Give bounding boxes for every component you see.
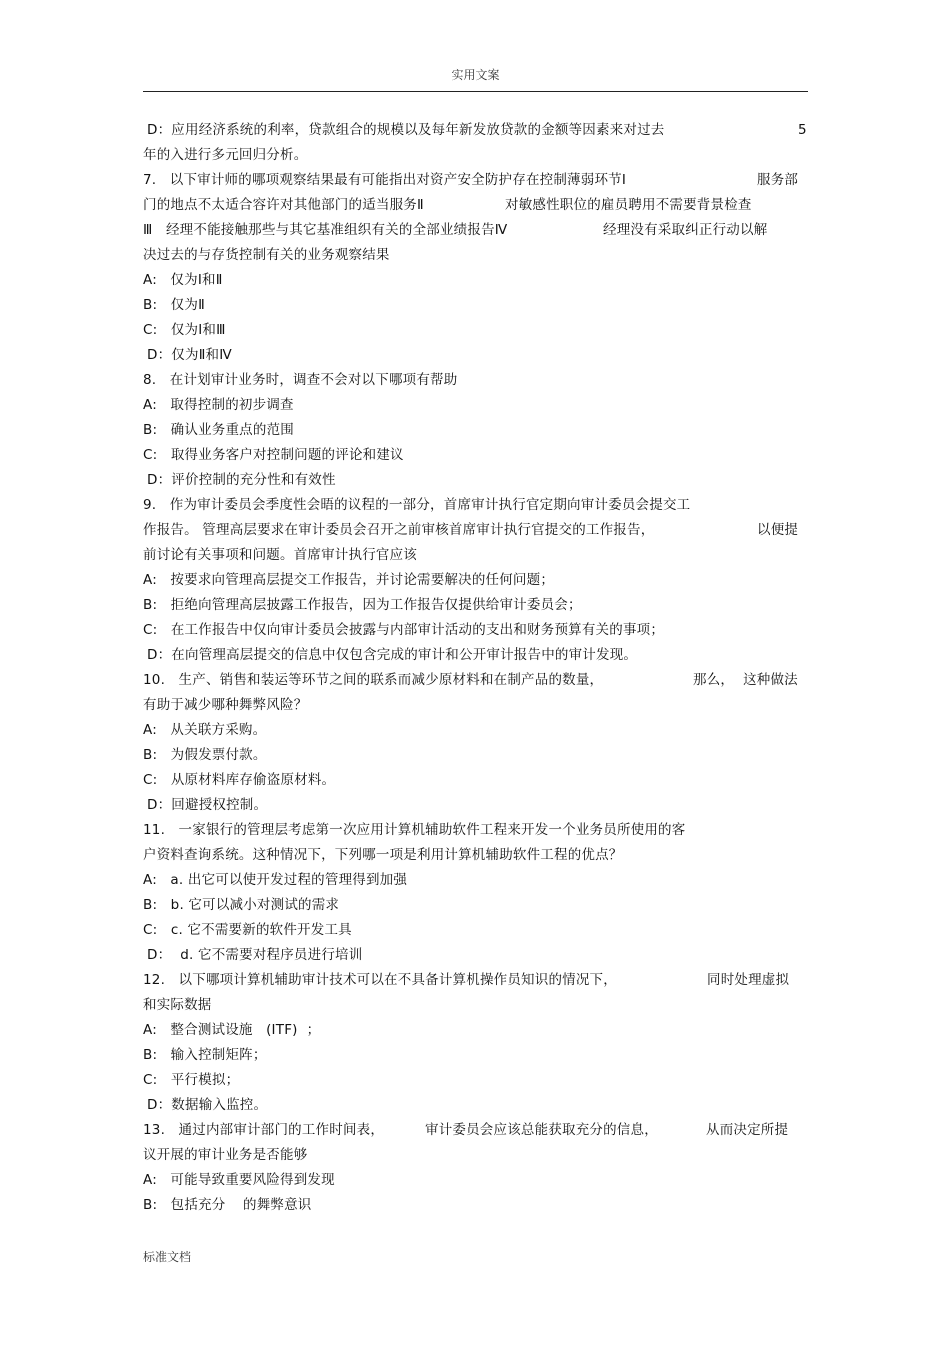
text-line [0, 596, 950, 614]
text-segment: 决过去的与存货控制有关的业务观察结果 [143, 247, 390, 263]
text-line [0, 121, 950, 139]
text-line [0, 571, 950, 589]
text-segment: A: 按要求向管理高层提交工作报告，并讨论需要解决的任何问题； [143, 572, 555, 588]
text-line [0, 396, 950, 414]
text-segment: A: 从关联方采购。 [143, 722, 267, 738]
text-segment: B: 拒绝向管理高层披露工作报告，因为工作报告仅提供给审计委员会； [143, 597, 582, 613]
text-segment: 对敏感性职位的雇员聘用不需要背景检查 [505, 197, 752, 213]
text-segment: C: 取得业务客户对控制问题的评论和建议 [143, 447, 404, 463]
text-line [0, 296, 950, 314]
header-rule [143, 91, 808, 92]
text-line [0, 446, 950, 464]
text-line [0, 721, 950, 739]
text-line [0, 1121, 950, 1139]
text-segment: D： d. 它不需要对程序员进行培训 [147, 947, 363, 963]
text-segment: 9. 作为审计委员会季度性会晤的议程的一部分，首席审计执行官定期向审计委员会提交工 [143, 497, 691, 513]
text-segment: C: 从原材料库存偷盗原材料。 [143, 772, 336, 788]
text-segment: 议开展的审计业务是否能够 [143, 1147, 308, 1163]
text-line [0, 821, 950, 839]
text-line [0, 271, 950, 289]
text-line [0, 196, 950, 214]
text-segment: B: 输入控制矩阵； [143, 1047, 267, 1063]
text-segment: 和实际数据 [143, 997, 212, 1013]
text-line [0, 546, 950, 564]
text-line [0, 496, 950, 514]
text-segment: D：应用经济系统的利率，贷款组合的规模以及每年新发放贷款的金额等因素来对过去 [147, 122, 665, 138]
text-segment: 8. 在计划审计业务时，调查不会对以下哪项有帮助 [143, 372, 458, 388]
text-line [0, 846, 950, 864]
text-segment: D：数据输入监控。 [147, 1097, 268, 1113]
text-segment: Ⅲ 经理不能接触那些与其它基准组织有关的全部业绩报告Ⅳ [143, 222, 508, 238]
text-line [0, 471, 950, 489]
page-header: 实用文案 [451, 68, 500, 82]
text-segment: 13. 通过内部审计部门的工作时间表， [143, 1122, 385, 1138]
text-segment: 10. 生产、销售和装运等环节之间的联系而减少原材料和在制产品的数量， [143, 672, 604, 688]
text-segment: A: 取得控制的初步调查 [143, 397, 294, 413]
text-line [0, 1196, 950, 1214]
text-line [0, 671, 950, 689]
text-line [0, 896, 950, 914]
text-segment: A: 可能导致重要风险得到发现 [143, 1172, 335, 1188]
text-segment: 12. 以下哪项计算机辅助审计技术可以在不具备计算机操作员知识的情况下， [143, 972, 617, 988]
text-line [0, 346, 950, 364]
text-segment: D：回避授权控制。 [147, 797, 268, 813]
text-segment: C: 仅为Ⅰ和Ⅲ [143, 322, 226, 338]
page-footer: 标准文档 [143, 1250, 192, 1264]
text-segment: D：仅为Ⅱ和Ⅳ [147, 347, 232, 363]
text-line [0, 1171, 950, 1189]
text-line [0, 146, 950, 164]
text-segment: 审计委员会应该总能获取充分的信息， [425, 1122, 658, 1138]
text-segment: 有助于减少哪种舞弊风险？ [143, 697, 308, 713]
text-line [0, 696, 950, 714]
text-segment: B: 为假发票付款。 [143, 747, 267, 763]
text-segment: 11. 一家银行的管理层考虑第一次应用计算机辅助软件工程来开发一个业务员所使用的客 [143, 822, 686, 838]
text-line [0, 771, 950, 789]
text-segment: A: 整合测试设施 (ITF) ； [143, 1022, 321, 1038]
text-line [0, 246, 950, 264]
text-line [0, 521, 950, 539]
text-segment: 户资料查询系统。这种情况下，下列哪一项是利用计算机辅助软件工程的优点？ [143, 847, 623, 863]
text-line [0, 1096, 950, 1114]
text-segment: 同时处理虚拟 [707, 972, 790, 988]
text-line [0, 871, 950, 889]
text-segment: 年的入进行多元回归分析。 [143, 147, 308, 163]
text-segment: B: 确认业务重点的范围 [143, 422, 294, 438]
text-line [0, 171, 950, 189]
text-line [0, 971, 950, 989]
text-line [0, 1071, 950, 1089]
text-segment: B: 包括充分 [143, 1197, 226, 1213]
text-line [0, 1146, 950, 1164]
text-segment: 以便提 [757, 522, 799, 538]
text-segment: A: 仅为Ⅰ和Ⅱ [143, 272, 223, 288]
text-segment: 服务部 [757, 172, 799, 188]
text-segment: 5 [798, 122, 807, 138]
text-line [0, 621, 950, 639]
text-segment: D：在向管理高层提交的信息中仅包含完成的审计和公开审计报告中的审计发现。 [147, 647, 638, 663]
text-line [0, 1021, 950, 1039]
text-line [0, 221, 950, 239]
text-line [0, 371, 950, 389]
text-segment: A: a. 出它可以使开发过程的管理得到加强 [143, 872, 408, 888]
text-segment: 那么， 这种做法 [693, 672, 798, 688]
text-segment: B: 仅为Ⅱ [143, 297, 205, 313]
text-line [0, 946, 950, 964]
text-line [0, 746, 950, 764]
text-segment: C: c. 它不需要新的软件开发工具 [143, 922, 352, 938]
text-segment: C: 在工作报告中仅向审计委员会披露与内部审计活动的支出和财务预算有关的事项； [143, 622, 665, 638]
text-segment: 从而决定所提 [706, 1122, 789, 1138]
text-segment: 7. 以下审计师的哪项观察结果最有可能指出对资产安全防护存在控制薄弱环节Ⅰ [143, 172, 627, 188]
text-line [0, 996, 950, 1014]
text-line [0, 1046, 950, 1064]
text-segment: 经理没有采取纠正行动以解 [603, 222, 768, 238]
text-segment: 前讨论有关事项和问题。首席审计执行官应该 [143, 547, 417, 563]
text-line [0, 321, 950, 339]
text-line [0, 421, 950, 439]
text-segment: 作报告。 管理高层要求在审计委员会召开之前审核首席审计执行官提交的工作报告， [143, 522, 655, 538]
text-segment: 门的地点不太适合容许对其他部门的适当服务Ⅱ [143, 197, 424, 213]
text-line [0, 921, 950, 939]
text-line [0, 646, 950, 664]
text-segment: C: 平行模拟； [143, 1072, 240, 1088]
text-segment: 的舞弊意识 [243, 1197, 312, 1213]
text-segment: D：评价控制的充分性和有效性 [147, 472, 336, 488]
text-line [0, 796, 950, 814]
text-segment: B: b. 它可以减小对测试的需求 [143, 897, 340, 913]
